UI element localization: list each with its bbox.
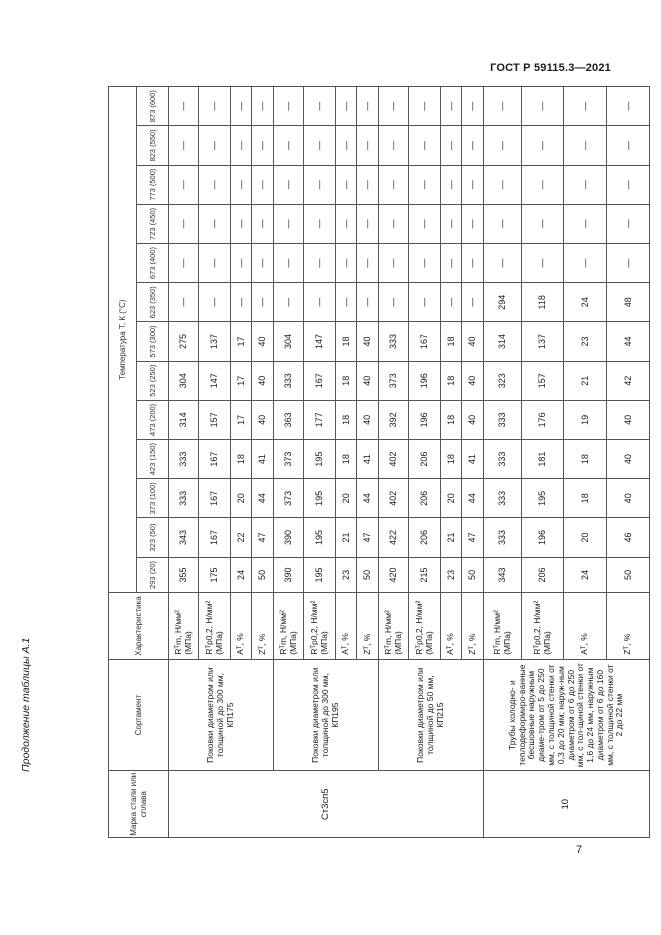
value-cell: 18: [564, 479, 607, 518]
value-cell: —: [304, 165, 336, 204]
characteristic-cell: Rᵀm, Н/мм² (МПа): [169, 593, 199, 660]
value-cell: 363: [274, 400, 304, 439]
temp-header: 423 (150): [137, 440, 169, 479]
value-cell: 206: [522, 557, 564, 593]
assortment-cell: Трубы холодно- и теплодеформиро-ванные бесшовные наружным диаме-тром от 5 до 250 мм, с толщиной стенки от 0,3 до 20 мм; наруж-ным диаметром от 6 до 250 мм, с тол-щиной стенки от 1,6 до 24 мм, наружным диаметром от 6 до 160 мм, с толщиной стенки от 2 до 22 мм: [484, 659, 650, 771]
value-cell: 333: [484, 479, 522, 518]
value-cell: —: [462, 87, 484, 126]
value-cell: —: [231, 126, 252, 165]
value-cell: —: [564, 87, 607, 126]
value-cell: 23: [564, 322, 607, 361]
assortment-cell: Поковки диаметром или толщиной до 300 мм, КП175: [169, 659, 274, 771]
value-cell: —: [357, 204, 379, 243]
value-cell: 195: [304, 479, 336, 518]
value-cell: 314: [169, 400, 199, 439]
value-cell: —: [409, 165, 441, 204]
value-cell: 304: [169, 361, 199, 400]
value-cell: 20: [564, 518, 607, 557]
document-code: ГОСТ Р 59115.3—2021: [490, 62, 611, 74]
value-cell: 46: [607, 518, 650, 557]
value-cell: 23: [441, 557, 462, 593]
value-cell: 50: [252, 557, 274, 593]
temp-header: 623 (350): [137, 283, 169, 322]
characteristic-cell: Rᵀp0,2, Н/мм² (МПа): [522, 593, 564, 660]
value-cell: 206: [409, 440, 441, 479]
value-cell: 40: [462, 322, 484, 361]
steel-grade-cell: 10: [484, 771, 650, 838]
value-cell: —: [357, 165, 379, 204]
value-cell: 47: [357, 518, 379, 557]
value-cell: 392: [379, 400, 409, 439]
value-cell: 40: [607, 400, 650, 439]
characteristic-cell: Aᵀ, %: [564, 593, 607, 660]
value-cell: 44: [607, 322, 650, 361]
value-cell: 40: [357, 322, 379, 361]
temp-header: 573 (300): [137, 322, 169, 361]
characteristic-cell: Rᵀp0,2, Н/мм² (МПа): [304, 593, 336, 660]
value-cell: —: [484, 204, 522, 243]
value-cell: 40: [607, 479, 650, 518]
characteristic-cell: Rᵀm, Н/мм² (МПа): [274, 593, 304, 660]
value-cell: —: [522, 165, 564, 204]
properties-table: [108, 86, 650, 838]
value-cell: —: [379, 204, 409, 243]
value-cell: 137: [199, 322, 231, 361]
characteristic-cell: Rᵀm, Н/мм² (МПа): [484, 593, 522, 660]
temp-header: 723 (450): [137, 204, 169, 243]
characteristic-cell: Zᵀ, %: [252, 593, 274, 660]
value-cell: —: [169, 243, 199, 282]
value-cell: 147: [304, 322, 336, 361]
temp-header: 773 (500): [137, 165, 169, 204]
value-cell: 41: [252, 440, 274, 479]
value-cell: 196: [409, 361, 441, 400]
value-cell: —: [462, 204, 484, 243]
value-cell: 390: [274, 557, 304, 593]
value-cell: —: [484, 243, 522, 282]
value-cell: —: [441, 283, 462, 322]
value-cell: 333: [169, 479, 199, 518]
value-cell: —: [199, 204, 231, 243]
value-cell: 167: [199, 479, 231, 518]
value-cell: —: [231, 165, 252, 204]
characteristic-cell: Aᵀ, %: [441, 593, 462, 660]
value-cell: 21: [336, 518, 357, 557]
value-cell: 20: [231, 479, 252, 518]
value-cell: 137: [522, 322, 564, 361]
value-cell: —: [274, 204, 304, 243]
header-characteristic: Характеристика: [109, 593, 169, 660]
value-cell: 167: [199, 518, 231, 557]
value-cell: 373: [274, 479, 304, 518]
value-cell: 275: [169, 322, 199, 361]
value-cell: —: [462, 165, 484, 204]
value-cell: 50: [357, 557, 379, 593]
value-cell: 323: [484, 361, 522, 400]
assortment-cell: Поковки диаметром или толщиной до 50 мм, КП215: [379, 659, 484, 771]
value-cell: 195: [304, 557, 336, 593]
value-cell: —: [607, 126, 650, 165]
value-cell: —: [252, 126, 274, 165]
value-cell: 355: [169, 557, 199, 593]
value-cell: 50: [462, 557, 484, 593]
value-cell: —: [379, 165, 409, 204]
temp-header: 323 (50): [137, 518, 169, 557]
value-cell: 422: [379, 518, 409, 557]
value-cell: 24: [564, 557, 607, 593]
value-cell: 17: [231, 361, 252, 400]
value-cell: 42: [607, 361, 650, 400]
value-cell: 18: [336, 361, 357, 400]
value-cell: 195: [522, 479, 564, 518]
value-cell: —: [304, 283, 336, 322]
value-cell: 18: [336, 322, 357, 361]
header-temperature: Температура T, К (°С): [109, 87, 137, 593]
value-cell: —: [274, 243, 304, 282]
value-cell: —: [462, 243, 484, 282]
value-cell: 196: [522, 518, 564, 557]
value-cell: —: [231, 283, 252, 322]
value-cell: —: [564, 204, 607, 243]
value-cell: 175: [199, 557, 231, 593]
value-cell: —: [357, 126, 379, 165]
table-header-row: [109, 87, 137, 838]
characteristic-cell: Rᵀm, Н/мм² (МПа): [379, 593, 409, 660]
value-cell: —: [199, 283, 231, 322]
value-cell: —: [274, 165, 304, 204]
value-cell: —: [522, 126, 564, 165]
value-cell: —: [304, 243, 336, 282]
value-cell: —: [304, 126, 336, 165]
value-cell: 333: [484, 400, 522, 439]
value-cell: 18: [336, 440, 357, 479]
value-cell: 24: [231, 557, 252, 593]
value-cell: —: [564, 126, 607, 165]
value-cell: 314: [484, 322, 522, 361]
value-cell: —: [199, 243, 231, 282]
value-cell: —: [564, 243, 607, 282]
value-cell: 18: [564, 440, 607, 479]
value-cell: —: [169, 283, 199, 322]
temp-header: 673 (400): [137, 243, 169, 282]
characteristic-cell: Rᵀp0,2, Н/мм² (МПа): [409, 593, 441, 660]
value-cell: 402: [379, 440, 409, 479]
value-cell: 167: [199, 440, 231, 479]
value-cell: 40: [607, 440, 650, 479]
value-cell: —: [484, 126, 522, 165]
table-row: [379, 87, 409, 838]
header-assortment: Сортамент: [109, 659, 169, 771]
value-cell: —: [462, 283, 484, 322]
value-cell: —: [252, 283, 274, 322]
value-cell: —: [304, 204, 336, 243]
value-cell: —: [441, 126, 462, 165]
value-cell: —: [336, 87, 357, 126]
value-cell: 18: [441, 400, 462, 439]
rotated-table-container: [108, 86, 633, 838]
value-cell: 294: [484, 283, 522, 322]
temp-header: 473 (200): [137, 400, 169, 439]
value-cell: —: [484, 87, 522, 126]
value-cell: 118: [522, 283, 564, 322]
value-cell: —: [379, 283, 409, 322]
value-cell: —: [409, 243, 441, 282]
value-cell: 18: [231, 440, 252, 479]
value-cell: —: [274, 87, 304, 126]
value-cell: 167: [409, 322, 441, 361]
value-cell: —: [231, 204, 252, 243]
value-cell: 44: [462, 479, 484, 518]
value-cell: 206: [409, 518, 441, 557]
value-cell: 20: [441, 479, 462, 518]
value-cell: —: [409, 126, 441, 165]
value-cell: —: [522, 87, 564, 126]
value-cell: —: [357, 87, 379, 126]
table-row: [484, 87, 522, 838]
value-cell: —: [462, 126, 484, 165]
value-cell: 333: [484, 518, 522, 557]
value-cell: —: [441, 243, 462, 282]
value-cell: 333: [274, 361, 304, 400]
value-cell: 41: [462, 440, 484, 479]
value-cell: 333: [484, 440, 522, 479]
value-cell: —: [607, 165, 650, 204]
value-cell: —: [357, 243, 379, 282]
value-cell: —: [522, 243, 564, 282]
value-cell: —: [379, 126, 409, 165]
value-cell: 40: [252, 400, 274, 439]
value-cell: 40: [357, 400, 379, 439]
value-cell: 40: [462, 361, 484, 400]
value-cell: 50: [607, 557, 650, 593]
value-cell: —: [169, 126, 199, 165]
assortment-cell: Поковки диаметром или толщиной до 300 мм, КП195: [274, 659, 379, 771]
page-number: 7: [576, 844, 583, 856]
characteristic-cell: Zᵀ, %: [462, 593, 484, 660]
value-cell: —: [336, 126, 357, 165]
value-cell: —: [169, 87, 199, 126]
value-cell: —: [379, 243, 409, 282]
value-cell: 22: [231, 518, 252, 557]
value-cell: —: [199, 87, 231, 126]
value-cell: 402: [379, 479, 409, 518]
value-cell: —: [231, 87, 252, 126]
value-cell: 333: [169, 440, 199, 479]
value-cell: 17: [231, 322, 252, 361]
steel-grade-cell: Ст3сп5: [169, 771, 484, 838]
value-cell: —: [522, 204, 564, 243]
value-cell: —: [336, 204, 357, 243]
value-cell: 48: [607, 283, 650, 322]
temp-header: 873 (600): [137, 87, 169, 126]
characteristic-cell: Rᵀp0,2, Н/мм² (МПа): [199, 593, 231, 660]
value-cell: 41: [357, 440, 379, 479]
value-cell: —: [336, 283, 357, 322]
temp-header: 293 (20): [137, 557, 169, 593]
value-cell: 343: [169, 518, 199, 557]
value-cell: 18: [441, 322, 462, 361]
value-cell: —: [441, 204, 462, 243]
characteristic-cell: Aᵀ, %: [231, 593, 252, 660]
value-cell: —: [607, 204, 650, 243]
table-row: [274, 87, 304, 838]
value-cell: —: [607, 87, 650, 126]
table-continuation-label: Продолжение таблицы А.1: [20, 637, 32, 772]
value-cell: 373: [379, 361, 409, 400]
value-cell: 420: [379, 557, 409, 593]
value-cell: —: [484, 165, 522, 204]
value-cell: 18: [336, 400, 357, 439]
value-cell: —: [274, 283, 304, 322]
value-cell: —: [336, 243, 357, 282]
value-cell: —: [252, 87, 274, 126]
value-cell: —: [441, 87, 462, 126]
value-cell: —: [564, 165, 607, 204]
value-cell: 47: [462, 518, 484, 557]
value-cell: 20: [336, 479, 357, 518]
value-cell: 147: [199, 361, 231, 400]
value-cell: —: [409, 204, 441, 243]
characteristic-cell: Zᵀ, %: [607, 593, 650, 660]
value-cell: —: [199, 165, 231, 204]
value-cell: —: [336, 165, 357, 204]
value-cell: —: [379, 87, 409, 126]
value-cell: 44: [252, 479, 274, 518]
value-cell: —: [304, 87, 336, 126]
value-cell: 24: [564, 283, 607, 322]
value-cell: —: [169, 165, 199, 204]
value-cell: 40: [252, 361, 274, 400]
value-cell: —: [169, 204, 199, 243]
value-cell: 21: [564, 361, 607, 400]
value-cell: —: [252, 204, 274, 243]
value-cell: 373: [274, 440, 304, 479]
value-cell: 17: [231, 400, 252, 439]
value-cell: —: [409, 283, 441, 322]
value-cell: 157: [522, 361, 564, 400]
value-cell: 157: [199, 400, 231, 439]
value-cell: —: [274, 126, 304, 165]
value-cell: 176: [522, 400, 564, 439]
value-cell: 195: [304, 518, 336, 557]
value-cell: —: [199, 126, 231, 165]
value-cell: —: [357, 283, 379, 322]
value-cell: 343: [484, 557, 522, 593]
table-row: [169, 87, 199, 838]
value-cell: —: [409, 87, 441, 126]
value-cell: 215: [409, 557, 441, 593]
temp-header: 823 (550): [137, 126, 169, 165]
header-grade: Марка стали или сплава: [109, 771, 169, 838]
value-cell: 177: [304, 400, 336, 439]
value-cell: 181: [522, 440, 564, 479]
value-cell: 304: [274, 322, 304, 361]
value-cell: —: [231, 243, 252, 282]
value-cell: —: [252, 165, 274, 204]
temp-header: 523 (250): [137, 361, 169, 400]
characteristic-cell: Zᵀ, %: [357, 593, 379, 660]
value-cell: 40: [357, 361, 379, 400]
value-cell: —: [607, 243, 650, 282]
value-cell: 21: [441, 518, 462, 557]
value-cell: 206: [409, 479, 441, 518]
value-cell: 19: [564, 400, 607, 439]
value-cell: 44: [357, 479, 379, 518]
value-cell: 40: [462, 400, 484, 439]
value-cell: —: [252, 243, 274, 282]
value-cell: 196: [409, 400, 441, 439]
temp-header: 373 (100): [137, 479, 169, 518]
value-cell: 40: [252, 322, 274, 361]
value-cell: 23: [336, 557, 357, 593]
characteristic-cell: Aᵀ, %: [336, 593, 357, 660]
value-cell: 18: [441, 440, 462, 479]
value-cell: 167: [304, 361, 336, 400]
value-cell: 195: [304, 440, 336, 479]
value-cell: 47: [252, 518, 274, 557]
value-cell: 333: [379, 322, 409, 361]
value-cell: 390: [274, 518, 304, 557]
value-cell: 18: [441, 361, 462, 400]
value-cell: —: [441, 165, 462, 204]
